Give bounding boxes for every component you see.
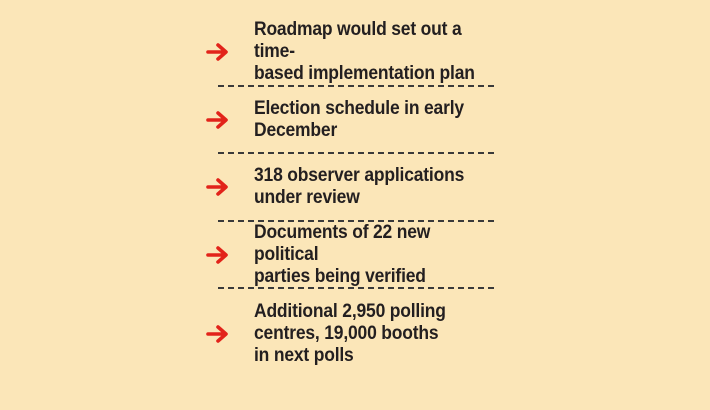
right-arrow-icon <box>206 41 230 63</box>
right-arrow-icon <box>206 176 230 198</box>
list-item <box>206 162 506 212</box>
list-item <box>206 222 506 287</box>
list-item-text: 318 observer applications under review <box>254 165 465 208</box>
list-item <box>206 293 506 375</box>
list-item-text: Roadmap would set out a time- based implementation plan <box>254 19 475 84</box>
right-arrow-icon <box>206 109 230 131</box>
list-item <box>206 19 506 84</box>
list-item-text: Documents of 22 new political parties being verified <box>254 222 431 287</box>
right-arrow-icon <box>206 244 230 266</box>
right-arrow-icon <box>206 323 230 345</box>
divider <box>218 152 494 154</box>
list-item <box>206 95 506 145</box>
list-item-text: Additional 2,950 polling centres, 19,000 booths in next polls <box>254 301 446 366</box>
key-points-list <box>206 19 506 375</box>
list-item-text: Election schedule in early December <box>254 98 464 141</box>
divider <box>218 85 494 87</box>
